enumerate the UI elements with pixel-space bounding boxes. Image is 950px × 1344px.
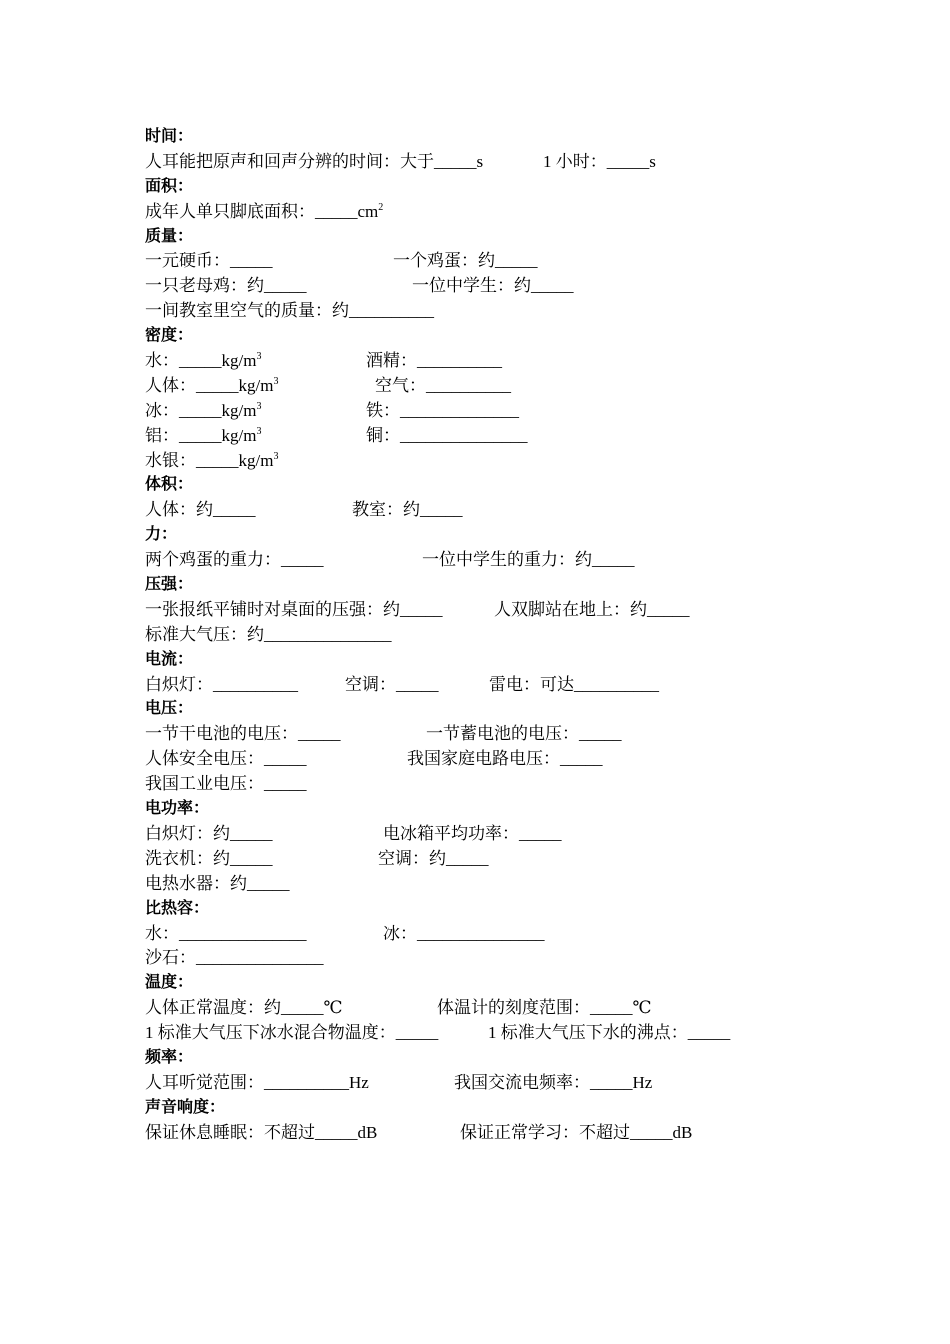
text-segment: 水：_______________	[145, 923, 307, 943]
text-segment: 保证休息睡眠：不超过_____dB	[145, 1122, 378, 1142]
section-heading: 质量：	[145, 227, 194, 245]
section-heading: 面积：	[145, 177, 194, 195]
text-segment: 铝：_____kg/m	[145, 425, 257, 445]
content-line	[145, 424, 835, 449]
content-line	[145, 822, 835, 847]
superscript: 3	[256, 400, 262, 412]
text-segment: 我国家庭电路电压：_____	[407, 749, 603, 769]
section-heading: 电压：	[145, 700, 194, 718]
text-segment: 人体：_____kg/m	[145, 375, 274, 395]
text-segment: 冰：_____kg/m	[145, 400, 257, 420]
text-segment: 保证正常学习：不超过_____dB	[460, 1122, 693, 1142]
content-line	[145, 200, 835, 225]
content-line	[145, 498, 835, 523]
content-line	[145, 673, 835, 698]
text-segment: 酒精：__________	[366, 351, 502, 371]
text-segment: 一位中学生的重力：约_____	[422, 550, 635, 570]
content-line	[145, 349, 835, 374]
content-line	[145, 399, 835, 424]
text-segment: 一元硬币：_____	[145, 251, 273, 271]
text-segment: 教室：约_____	[352, 500, 463, 520]
text-segment: 一只老母鸡：约_____	[145, 276, 307, 296]
text-segment: 人体安全电压：_____	[145, 749, 307, 769]
section-heading: 频率：	[145, 1048, 194, 1066]
text-segment: 我国交流电频率：_____Hz	[454, 1072, 653, 1092]
content-line	[145, 1121, 835, 1146]
content-line	[145, 598, 835, 623]
content-line	[145, 299, 835, 324]
content-line	[145, 1071, 835, 1096]
text-segment: 一间教室里空气的质量：约__________	[145, 301, 434, 321]
superscript: 3	[256, 425, 262, 437]
content-line	[145, 449, 835, 474]
content-line	[145, 548, 835, 573]
text-segment: 一位中学生：约_____	[412, 276, 574, 296]
text-segment: 人体正常温度：约_____℃	[145, 998, 343, 1018]
text-segment: 人耳能把原声和回声分辨的时间：大于_____s	[145, 151, 484, 171]
text-segment: 成年人单只脚底面积：_____cm	[145, 201, 379, 221]
text-segment: 一节干电池的电压：_____	[145, 724, 341, 744]
text-segment: 白炽灯：约_____	[145, 823, 273, 843]
text-segment: 电冰箱平均功率：_____	[383, 823, 562, 843]
content-line	[145, 623, 835, 648]
content-line	[145, 996, 835, 1021]
text-segment: 铜：_______________	[366, 425, 528, 445]
text-segment: 我国工业电压：_____	[145, 774, 307, 794]
text-segment: 人耳听觉范围：__________Hz	[145, 1072, 369, 1092]
content-line	[145, 274, 835, 299]
text-segment: 一张报纸平铺时对桌面的压强：约_____	[145, 599, 443, 619]
text-segment: 人体：约_____	[145, 500, 256, 520]
superscript: 3	[273, 375, 279, 387]
text-segment: 体温计的刻度范围：_____℃	[437, 998, 652, 1018]
text-segment: 空调：约_____	[378, 848, 489, 868]
text-segment: 人双脚站在地上：约_____	[494, 599, 690, 619]
text-segment: 电热水器：约_____	[145, 873, 290, 893]
section-heading: 体积：	[145, 476, 194, 494]
section-heading: 密度：	[145, 327, 194, 345]
superscript: 3	[273, 450, 279, 462]
text-segment: 水：_____kg/m	[145, 351, 257, 371]
text-segment: 标准大气压：约_______________	[145, 624, 392, 644]
content-line	[145, 772, 835, 797]
section-heading: 力：	[145, 526, 178, 544]
content-line	[145, 872, 835, 897]
text-segment: 铁：______________	[366, 400, 519, 420]
content-line	[145, 249, 835, 274]
text-segment: 冰：_______________	[383, 923, 545, 943]
content-line	[145, 946, 835, 971]
text-segment: 洗衣机：约_____	[145, 848, 273, 868]
text-segment: 1 标准大气压下冰水混合物温度：_____	[145, 1023, 439, 1043]
text-segment: 两个鸡蛋的重力：_____	[145, 550, 324, 570]
document-page	[145, 125, 835, 1146]
section-heading: 压强：	[145, 576, 194, 594]
section-heading: 电功率：	[145, 800, 210, 818]
content-line	[145, 847, 835, 872]
section-heading: 时间：	[145, 128, 194, 145]
section-heading: 温度：	[145, 974, 194, 992]
text-segment: 空气：__________	[375, 375, 511, 395]
section-heading: 电流：	[145, 650, 194, 668]
text-segment: 空调：_____	[345, 674, 439, 694]
superscript: 3	[256, 351, 262, 363]
content-line	[145, 747, 835, 772]
content-line	[145, 722, 835, 747]
superscript: 2	[378, 201, 384, 213]
section-heading: 声音响度：	[145, 1098, 226, 1116]
text-segment: 白炽灯：__________	[145, 674, 298, 694]
text-segment: 水银：_____kg/m	[145, 450, 274, 470]
content-line	[145, 150, 835, 175]
content-line	[145, 922, 835, 947]
text-segment: 一节蓄电池的电压：_____	[426, 724, 622, 744]
content-line	[145, 374, 835, 399]
text-segment: 1 标准大气压下水的沸点：_____	[488, 1023, 731, 1043]
text-segment: 1 小时：_____s	[543, 151, 656, 171]
section-heading: 比热容：	[145, 899, 210, 917]
content-line	[145, 1021, 835, 1046]
text-segment: 沙石：_______________	[145, 948, 324, 968]
text-segment: 雷电：可达__________	[489, 674, 659, 694]
text-segment: 一个鸡蛋：约_____	[393, 251, 538, 271]
